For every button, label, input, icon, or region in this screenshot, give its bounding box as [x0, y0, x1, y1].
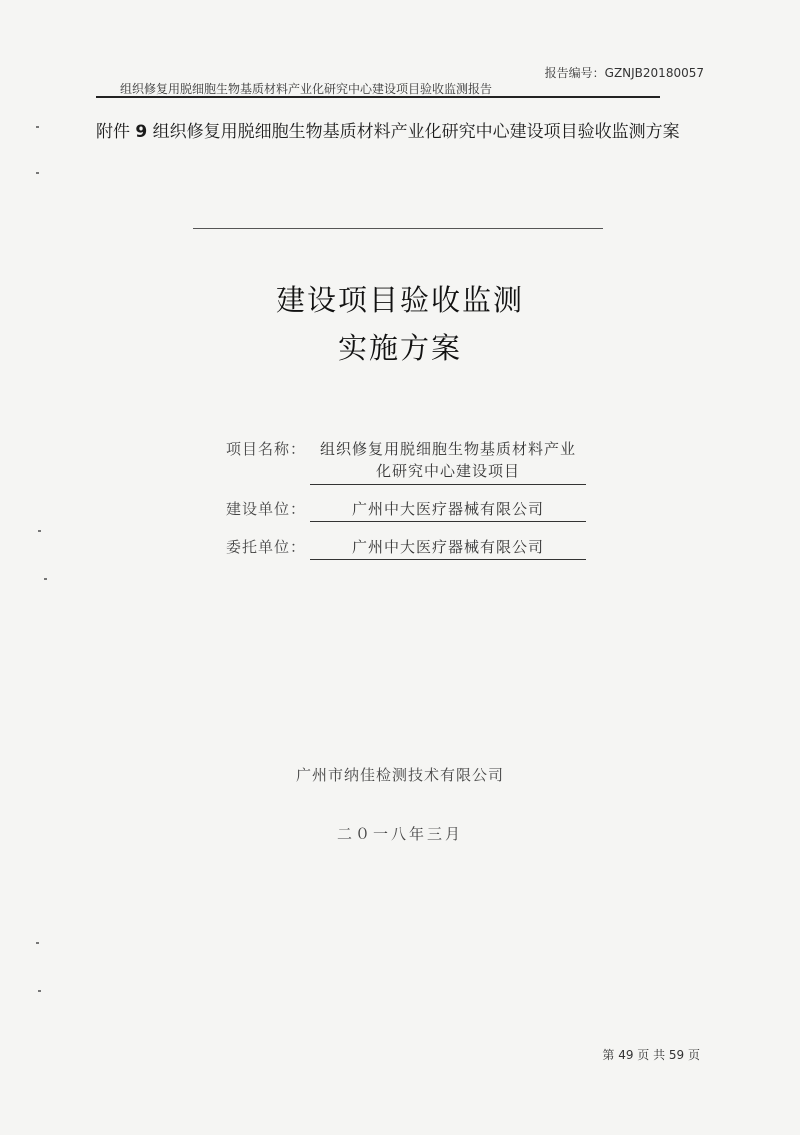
attachment-prefix: 附件 — [96, 122, 130, 142]
construction-unit-value: 广州中大医疗器械有限公司 — [310, 498, 586, 522]
scan-speck — [36, 172, 39, 174]
entrusting-unit-label: 委托单位： — [226, 538, 307, 556]
scan-speck — [38, 990, 41, 992]
testing-company: 广州市纳佳检测技术有限公司 — [295, 766, 504, 784]
report-date: 二０一八年三月 — [336, 825, 463, 843]
attachment-heading — [96, 112, 726, 152]
construction-unit-row — [226, 498, 586, 522]
construction-unit-label: 建设单位： — [226, 500, 307, 518]
project-name-row — [226, 438, 586, 485]
scan-speck — [44, 578, 47, 580]
project-name-value — [310, 438, 586, 485]
entrusting-unit-row — [226, 536, 586, 560]
project-name-line1: 组织修复用脱细胞生物基质材料产业 — [319, 440, 576, 458]
attachment-number: 9 — [135, 122, 148, 142]
divider-rule — [193, 228, 603, 229]
project-name-line2: 化研究中心建设项目 — [375, 462, 520, 480]
report-number: 报告编号：GZNJB20180057 — [544, 66, 704, 80]
project-name-label: 项目名称： — [226, 440, 307, 458]
entrusting-unit-value: 广州中大医疗器械有限公司 — [310, 536, 586, 560]
page-number: 第 49 页 共 59 页 — [602, 1048, 700, 1062]
main-title — [0, 276, 800, 372]
main-title-line2: 实施方案 — [337, 331, 462, 365]
attachment-title: 组织修复用脱细胞生物基质材料产业化研究中心建设项目验收监测方案 — [152, 122, 680, 142]
scan-speck — [38, 530, 41, 532]
header-rule — [96, 96, 660, 98]
main-title-line1: 建设项目验收监测 — [275, 283, 524, 317]
scan-speck — [36, 126, 39, 128]
scan-speck — [36, 942, 39, 944]
running-header-title: 组织修复用脱细胞生物基质材料产业化研究中心建设项目验收监测报告 — [120, 82, 493, 96]
